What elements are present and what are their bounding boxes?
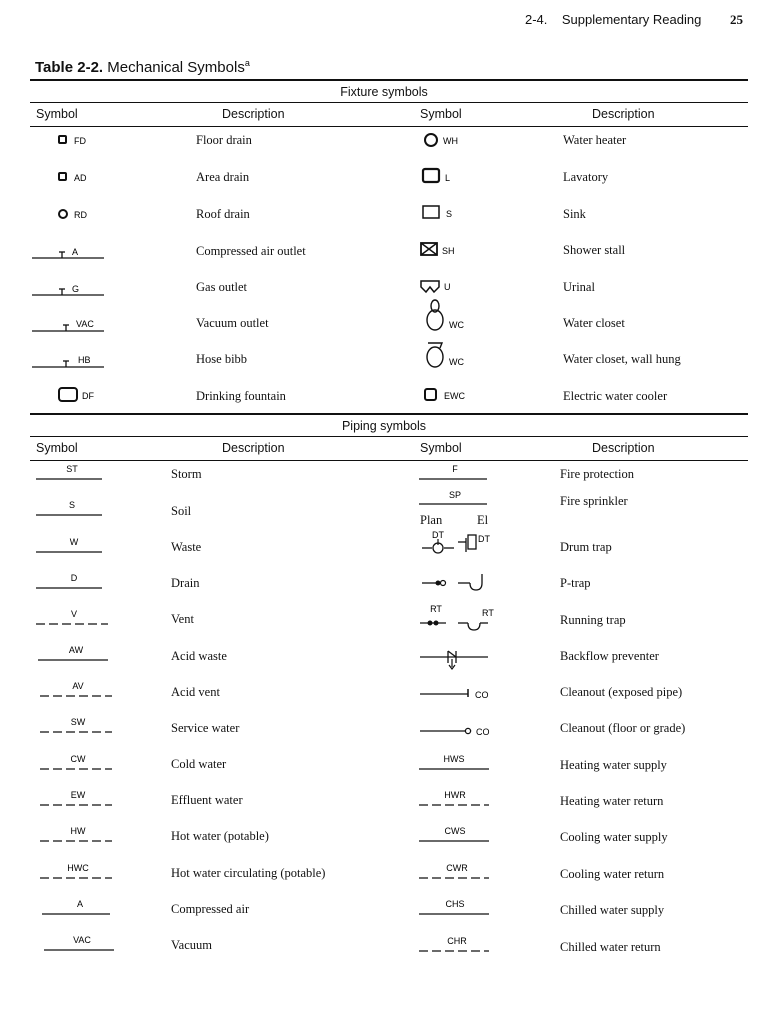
svg-text:U: U (444, 282, 451, 292)
svg-text:SP: SP (448, 490, 462, 500)
piping-desc-p-trap: P-trap (560, 576, 591, 590)
section-number: 2-4. (525, 12, 548, 27)
fixture-desc-floor-drain: Floor drain (196, 133, 252, 147)
floor-drain-symbol (58, 133, 108, 149)
compressed-air-outlet-symbol (32, 240, 112, 260)
piping-desc-drain: Drain (171, 576, 200, 590)
svg-text:HB: HB (78, 355, 91, 365)
svg-text:W: W (69, 537, 79, 547)
piping-desc-cooling-water-supply: Cooling water supply (560, 830, 668, 844)
waste-pipe-symbol (36, 535, 108, 555)
piping-desc-service-water: Service water (171, 721, 240, 735)
water-heater-symbol (424, 132, 474, 150)
fixture-header-description-left: Description (222, 107, 285, 121)
table-caption: Mechanical Symbols (107, 59, 245, 76)
fixture-header-symbol-left: Symbol (36, 107, 78, 121)
svg-text:WC: WC (449, 357, 464, 367)
piping-desc-fire-sprinkler: Fire sprinkler (560, 494, 628, 508)
svg-text:SH: SH (442, 246, 455, 256)
piping-desc-cooling-water-return: Cooling water return (560, 867, 665, 881)
svg-text:DT: DT (478, 534, 490, 544)
svg-text:G: G (72, 284, 80, 294)
fixture-desc-water-closet-wall-hung: Water closet, wall hung (563, 352, 681, 366)
piping-desc-drum-trap: Drum trap (560, 540, 612, 554)
fixture-section-title: Fixture symbols (340, 85, 428, 99)
fixture-desc-lavatory: Lavatory (563, 170, 609, 184)
vacuum-outlet-symbol (32, 313, 112, 333)
cleanout-exposed-symbol (420, 685, 500, 701)
svg-text:A: A (76, 899, 84, 909)
svg-text:ST: ST (66, 464, 78, 474)
piping-desc-chilled-water-supply: Chilled water supply (560, 903, 665, 917)
svg-text:CHR: CHR (447, 936, 467, 946)
hot-water-pipe-symbol (40, 824, 112, 844)
svg-text:SW: SW (70, 717, 86, 727)
svg-text:HW: HW (70, 826, 86, 836)
svg-text:F: F (452, 464, 458, 474)
electric-water-cooler-symbol (424, 387, 484, 405)
piping-header-description-left: Description (222, 441, 285, 455)
heating-water-return-symbol (419, 788, 491, 808)
svg-text:DT: DT (432, 530, 444, 540)
piping-header-rule (30, 460, 748, 461)
svg-text:S: S (446, 209, 453, 219)
svg-text:CO: CO (476, 727, 490, 737)
drinking-fountain-symbol (58, 386, 108, 404)
heating-water-supply-symbol (419, 752, 491, 772)
backflow-preventer-symbol (418, 645, 498, 671)
page-number: 25 (730, 12, 743, 27)
fixture-desc-compressed-air-outlet: Compressed air outlet (196, 244, 306, 258)
water-closet-symbol (424, 299, 474, 333)
acid-vent-pipe-symbol (40, 679, 112, 699)
top-rule (30, 79, 748, 81)
svg-text:VAC: VAC (76, 319, 94, 329)
fixture-desc-roof-drain: Roof drain (196, 207, 250, 221)
table-title (35, 58, 250, 76)
drum-trap-symbol (418, 530, 508, 554)
lavatory-symbol (422, 167, 472, 187)
service-water-pipe-symbol (40, 715, 112, 735)
fixture-header-rule (30, 126, 748, 127)
p-trap-symbol (418, 570, 498, 594)
fixture-header-description-right: Description (592, 107, 655, 121)
svg-text:WH: WH (443, 136, 458, 146)
roof-drain-symbol (58, 207, 108, 223)
svg-text:HWR: HWR (444, 790, 466, 800)
piping-desc-backflow-preventer: Backflow preventer (560, 649, 659, 663)
piping-desc-hot-water: Hot water (potable) (171, 829, 269, 843)
hose-bibb-symbol (32, 349, 112, 369)
piping-desc-effluent-water: Effluent water (171, 793, 243, 807)
piping-desc-cleanout-exposed: Cleanout (exposed pipe) (560, 685, 683, 699)
piping-section-title: Piping symbols (341, 419, 427, 433)
piping-desc-acid-vent: Acid vent (171, 685, 220, 699)
fixture-desc-water-closet: Water closet (563, 316, 625, 330)
fixture-header-symbol-right: Symbol (420, 107, 462, 121)
fixture-desc-drinking-fountain: Drinking fountain (196, 389, 286, 403)
piping-title-rule (30, 436, 748, 437)
piping-desc-acid-waste: Acid waste (171, 649, 227, 663)
piping-desc-running-trap: Running trap (560, 613, 626, 627)
fixture-desc-urinal: Urinal (563, 280, 595, 294)
svg-text:CHS: CHS (445, 899, 465, 909)
gas-outlet-symbol (32, 277, 112, 297)
sink-symbol (422, 204, 472, 224)
section-title: Supplementary Reading (561, 12, 702, 27)
footnote-mark: a (244, 58, 250, 68)
svg-text:FD: FD (74, 136, 86, 146)
urinal-symbol (420, 278, 470, 298)
svg-text:RD: RD (74, 210, 87, 220)
fixture-desc-shower-stall: Shower stall (563, 243, 626, 257)
piping-desc-fire-protection: Fire protection (560, 467, 634, 481)
area-drain-symbol (58, 170, 108, 186)
svg-text:WC: WC (449, 320, 464, 330)
svg-text:VAC: VAC (73, 935, 91, 945)
svg-text:CWR: CWR (446, 863, 468, 873)
svg-text:V: V (70, 609, 78, 619)
piping-desc-cold-water: Cold water (171, 757, 227, 771)
fixture-desc-sink: Sink (563, 207, 586, 221)
shower-stall-symbol (420, 241, 470, 261)
fire-sprinkler-pipe-symbol (419, 488, 491, 508)
svg-text:L: L (445, 173, 451, 183)
svg-text:HWS: HWS (443, 754, 465, 764)
svg-text:AV: AV (72, 681, 84, 691)
drain-pipe-symbol (36, 571, 108, 591)
running-head (525, 12, 743, 27)
svg-text:HWC: HWC (67, 863, 89, 873)
svg-text:AD: AD (74, 173, 87, 183)
cleanout-floor-symbol (420, 722, 500, 738)
svg-text:S: S (68, 500, 76, 510)
acid-waste-pipe-symbol (38, 643, 110, 663)
water-closet-wall-hung-symbol (424, 340, 474, 370)
soil-pipe-symbol (36, 498, 108, 518)
chilled-water-return-symbol (419, 934, 491, 954)
piping-top-rule (30, 413, 748, 415)
fixture-desc-water-heater: Water heater (563, 133, 627, 147)
piping-desc-cleanout-floor: Cleanout (floor or grade) (560, 721, 686, 735)
running-trap-symbol (418, 603, 508, 631)
piping-desc-waste: Waste (171, 540, 202, 554)
svg-text:A: A (72, 247, 79, 257)
fixture-desc-gas-outlet: Gas outlet (196, 280, 248, 294)
fixture-desc-electric-water-cooler: Electric water cooler (563, 389, 668, 403)
svg-text:RT: RT (430, 604, 442, 614)
storm-pipe-symbol (36, 462, 108, 482)
cooling-water-supply-symbol (419, 824, 491, 844)
svg-text:D: D (70, 573, 78, 583)
fixture-desc-vacuum-outlet: Vacuum outlet (196, 316, 269, 330)
svg-text:AW: AW (68, 645, 84, 655)
fixture-desc-hose-bibb: Hose bibb (196, 352, 248, 366)
chilled-water-supply-symbol (419, 897, 491, 917)
piping-header-symbol-right: Symbol (420, 441, 462, 455)
svg-text:EW: EW (70, 790, 86, 800)
cooling-water-return-symbol (419, 861, 491, 881)
fixture-title-rule (30, 102, 748, 103)
svg-text:DF: DF (82, 391, 94, 401)
piping-desc-heating-water-return: Heating water return (560, 794, 664, 808)
table-number: Table 2-2. (35, 59, 104, 76)
svg-text:RT: RT (482, 608, 494, 618)
piping-desc-hot-water-circulating: Hot water circulating (potable) (171, 866, 326, 880)
piping-desc-chilled-water-return: Chilled water return (560, 940, 661, 954)
plan-label: Plan (420, 513, 443, 527)
fire-protection-pipe-symbol (419, 462, 491, 482)
vacuum-pipe-symbol (44, 933, 116, 953)
piping-desc-compressed-air: Compressed air (171, 902, 250, 916)
hot-water-circulating-pipe-symbol (40, 861, 112, 881)
svg-text:CWS: CWS (444, 826, 466, 836)
svg-text:CW: CW (70, 754, 86, 764)
fixture-desc-area-drain: Area drain (196, 170, 250, 184)
elevation-label: El (477, 513, 489, 527)
svg-text:CO: CO (475, 690, 489, 700)
effluent-water-pipe-symbol (40, 788, 112, 808)
piping-desc-storm: Storm (171, 467, 202, 481)
piping-header-description-right: Description (592, 441, 655, 455)
piping-desc-vacuum: Vacuum (171, 938, 212, 952)
piping-desc-vent: Vent (171, 612, 194, 626)
piping-desc-heating-water-supply: Heating water supply (560, 758, 667, 772)
cold-water-pipe-symbol (40, 752, 112, 772)
vent-pipe-symbol (36, 607, 108, 627)
compressed-air-pipe-symbol (42, 897, 114, 917)
piping-header-symbol-left: Symbol (36, 441, 78, 455)
svg-text:EWC: EWC (444, 391, 465, 401)
piping-desc-soil: Soil (171, 504, 192, 518)
